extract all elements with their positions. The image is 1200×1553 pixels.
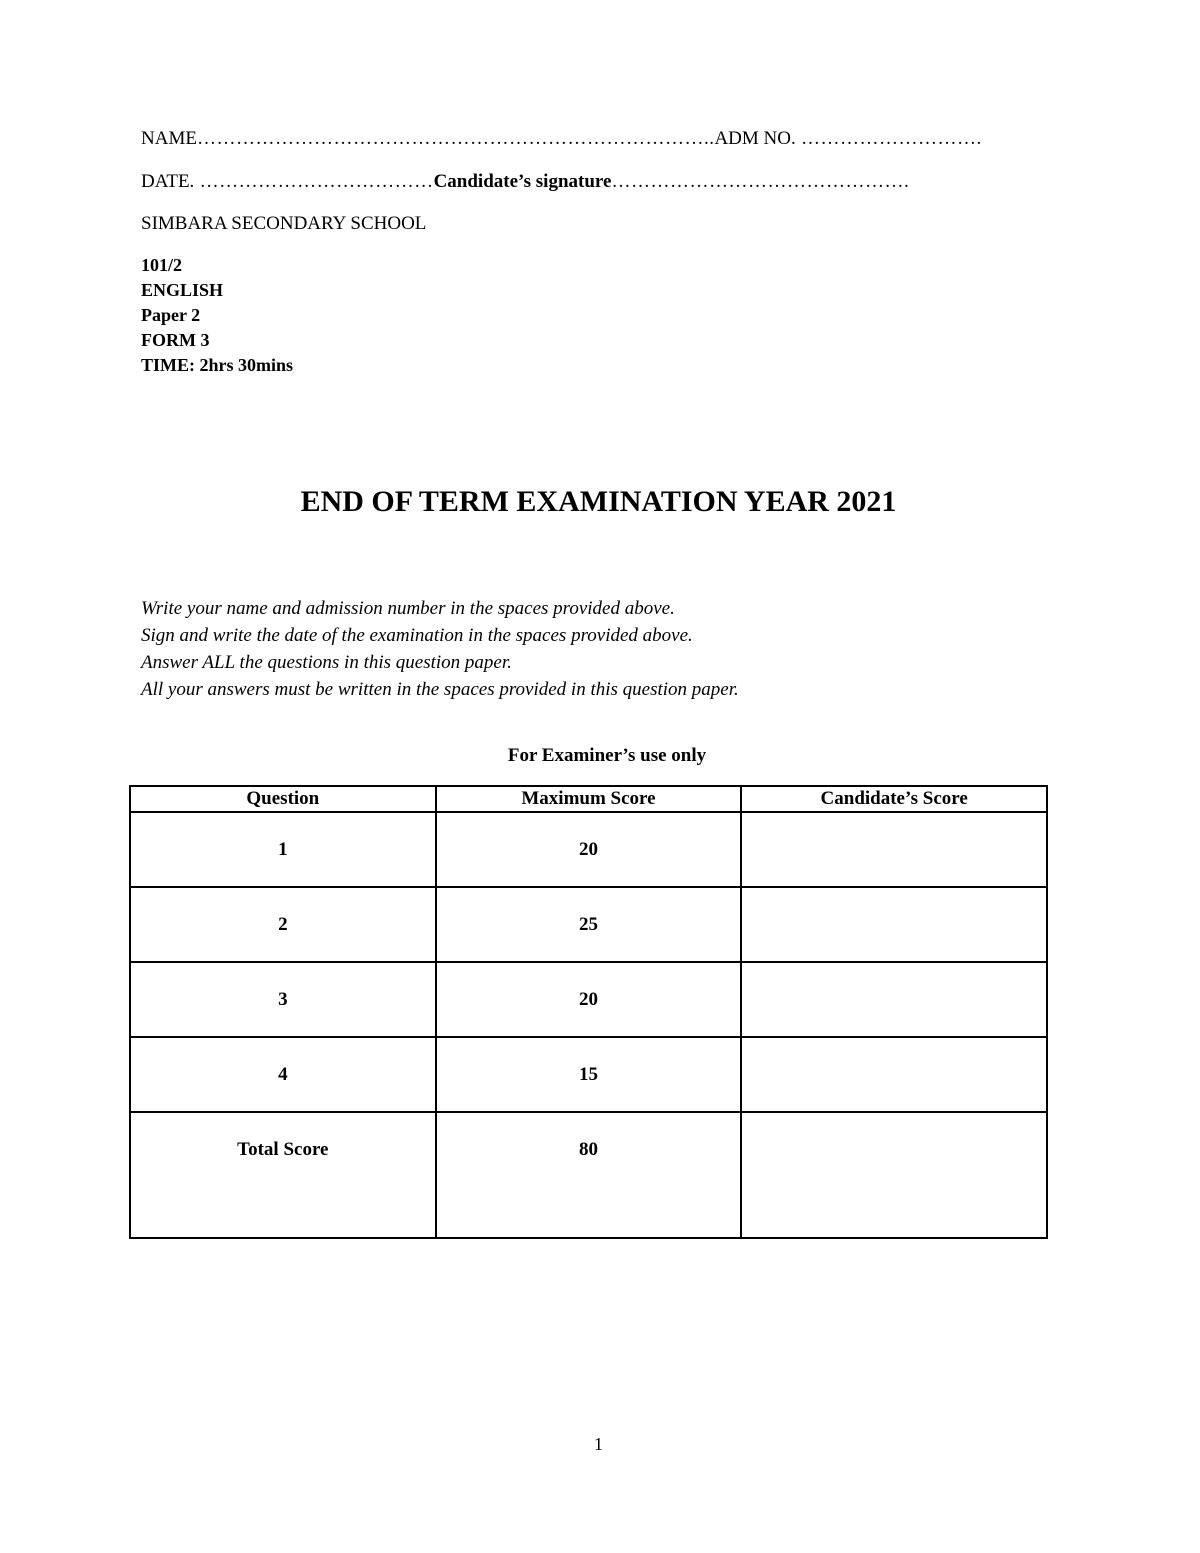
table-row — [130, 887, 1047, 962]
column-header-candidate-score: Candidate’s Score — [741, 786, 1047, 812]
paper-form: FORM 3 — [141, 330, 210, 350]
question-cell: 2 — [130, 887, 436, 962]
score-table — [129, 785, 1048, 1239]
table-row — [130, 812, 1047, 887]
column-header-question: Question — [130, 786, 436, 812]
name-field[interactable]: …………………………………………………………………….. — [196, 128, 715, 149]
signature-label: Candidate’s signature — [433, 171, 612, 192]
max-score-cell: 25 — [436, 887, 742, 962]
paper-details — [141, 253, 293, 378]
date-signature-line — [141, 171, 909, 193]
instruction-item: All your answers must be written in the spaces provided in this question paper. — [141, 679, 739, 700]
max-score-cell: 15 — [436, 1037, 742, 1112]
adm-no-field[interactable]: ………………………. — [795, 128, 982, 149]
table-total-row — [130, 1112, 1047, 1238]
question-cell: 4 — [130, 1037, 436, 1112]
question-cell: 3 — [130, 962, 436, 1037]
table-row — [130, 1037, 1047, 1112]
examiner-caption: For Examiner’s use only — [507, 745, 707, 766]
date-label: DATE. — [141, 171, 195, 192]
candidate-score-cell[interactable] — [741, 962, 1047, 1037]
total-candidate-score-cell[interactable] — [741, 1112, 1047, 1238]
adm-no-label: ADM NO. — [714, 128, 796, 149]
max-score-cell: 20 — [436, 812, 742, 887]
instruction-item: Write your name and admission number in the spaces provided above. — [141, 598, 675, 619]
signature-field[interactable]: ………………………………………. — [611, 171, 910, 192]
question-cell: 1 — [130, 812, 436, 887]
instruction-item: Sign and write the date of the examination in the spaces provided above. — [141, 625, 693, 646]
name-line — [141, 128, 982, 150]
total-label-cell: Total Score — [130, 1112, 436, 1238]
table-header-row — [130, 786, 1047, 812]
page-number: 1 — [594, 1434, 603, 1454]
exam-title: END OF TERM EXAMINATION YEAR 2021 — [300, 485, 897, 518]
candidate-score-cell[interactable] — [741, 1037, 1047, 1112]
paper-time: TIME: 2hrs 30mins — [141, 355, 294, 375]
table-row — [130, 962, 1047, 1037]
school-name: SIMBARA SECONDARY SCHOOL — [141, 213, 427, 234]
total-max-score-cell: 80 — [436, 1112, 742, 1238]
column-header-max-score: Maximum Score — [436, 786, 742, 812]
max-score-cell: 20 — [436, 962, 742, 1037]
paper-number: Paper 2 — [141, 305, 201, 325]
paper-subject: ENGLISH — [141, 280, 224, 300]
paper-code: 101/2 — [141, 255, 183, 275]
date-field[interactable]: ……………………………… — [194, 171, 434, 192]
instruction-item: Answer ALL the questions in this question paper. — [141, 652, 512, 673]
candidate-score-cell[interactable] — [741, 887, 1047, 962]
instructions — [141, 595, 739, 703]
name-label: NAME — [141, 128, 197, 149]
candidate-score-cell[interactable] — [741, 812, 1047, 887]
